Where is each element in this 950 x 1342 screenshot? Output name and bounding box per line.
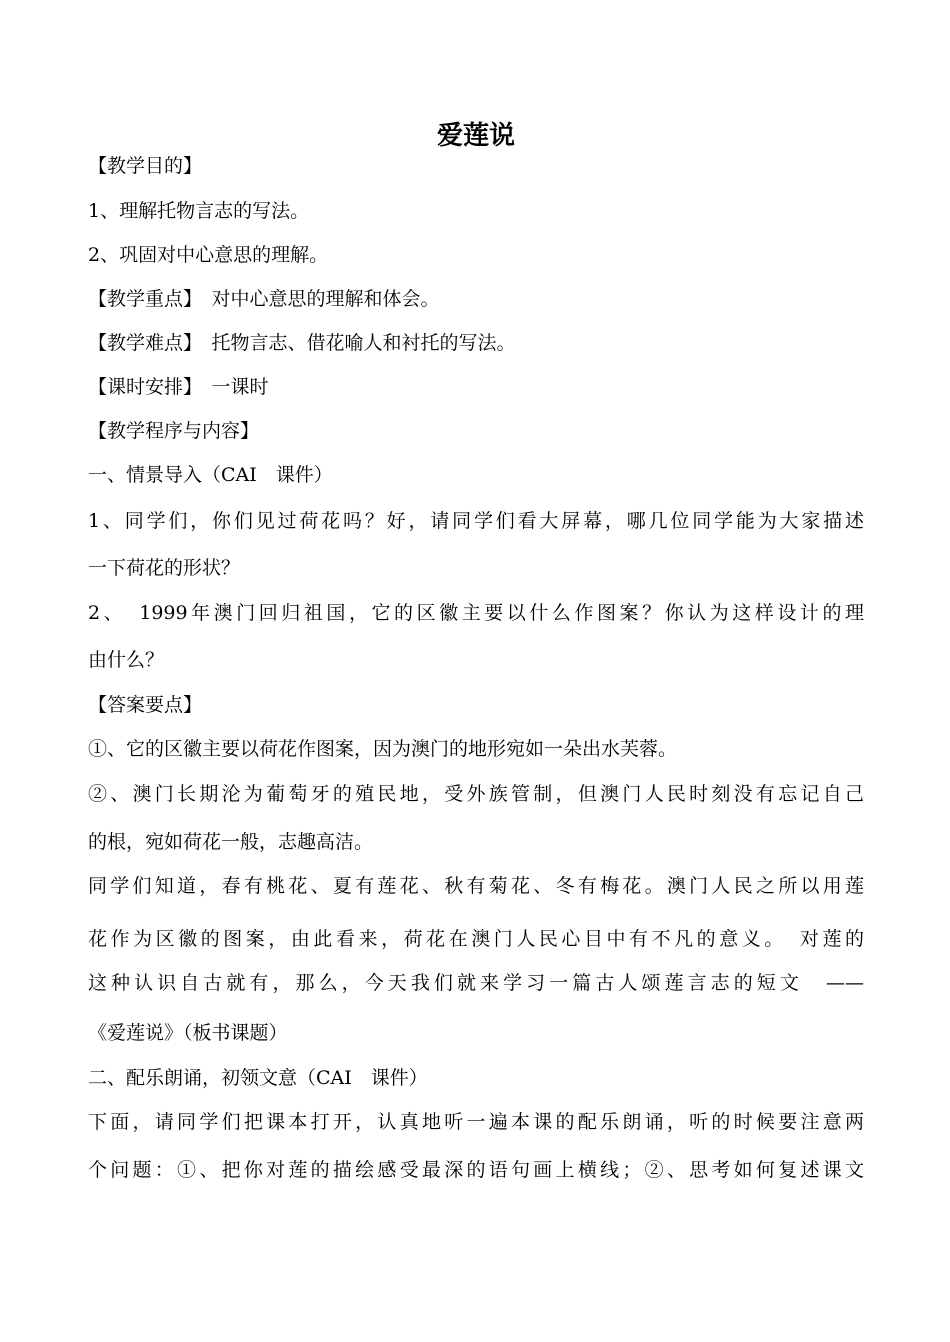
intro-paragraph-line-3: 这种认识自古就有，那么，今天我们就来学习一篇古人颂莲言志的短文 —— [88,972,864,994]
heading-answer-points: 【答案要点】 [88,694,203,716]
intro-paragraph-line-1: 同学们知道，春有桃花、夏有莲花、秋有菊花、冬有梅花。澳门人民之所以用莲 [88,875,864,897]
goal-item-1: 1、理解托物言志的写法。 [88,200,310,222]
answer-point-2-line-2: 的根，宛如荷花一般，志趣高洁。 [88,831,374,853]
answer-point-2-line-1: ②、澳门长期沦为葡萄牙的殖民地，受外族管制，但澳门人民时刻没有忘记自己 [88,783,864,805]
intro-paragraph-line-2: 花作为区徽的图案，由此看来，荷花在澳门人民心目中有不凡的意义。 对莲的 [88,928,864,950]
teaching-key-point: 【教学重点】 对中心意思的理解和体会。 [88,288,440,310]
section-one-heading: 一、情景导入（CAI 课件） [88,464,333,486]
document-title: 爱莲说 [436,121,515,151]
question-1-line-2: 一下荷花的形状？ [88,557,241,579]
heading-procedure: 【教学程序与内容】 [88,420,260,442]
heading-teaching-goal: 【教学目的】 [88,155,203,177]
section-two-line-1: 下面，请同学们把课本打开，认真地听一遍本课的配乐朗诵，听的时候要注意两 [88,1111,864,1133]
question-1-line-1: 1、同学们，你们见过荷花吗？好，请同学们看大屏幕，哪几位同学能为大家描述 [88,510,864,532]
section-two-line-2: 个问题：①、把你对莲的描绘感受最深的语句画上横线；②、思考如何复述课文 [88,1159,864,1181]
section-two-heading: 二、配乐朗诵，初领文意（CAI 课件） [88,1067,428,1089]
answer-point-1: ①、它的区徽主要以荷花作图案，因为澳门的地形宛如一朵出水芙蓉。 [88,738,678,760]
question-2-line-1: 2、 1999年澳门回归祖国，它的区徽主要以什么作图案？你认为这样设计的理 [88,602,864,624]
intro-paragraph-line-4: 《爱莲说》（板书课题） [88,1022,288,1044]
goal-item-2: 2、巩固对中心意思的理解。 [88,244,329,266]
class-schedule: 【课时安排】 一课时 [88,376,269,398]
teaching-difficulty: 【教学难点】 托物言志、借花喻人和衬托的写法。 [88,332,516,354]
question-2-line-2: 由什么？ [88,649,165,671]
